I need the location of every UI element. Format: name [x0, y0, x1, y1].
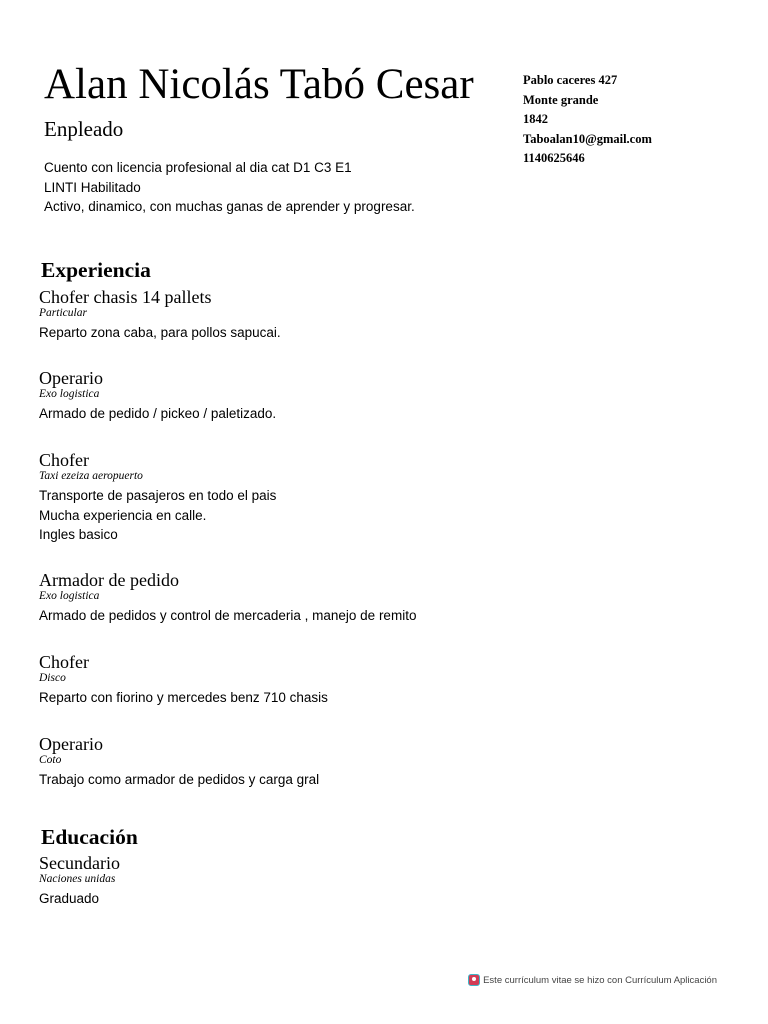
entry-organization: Coto	[39, 754, 62, 766]
job-role: Enpleado	[44, 117, 124, 141]
entry-organization: Taxi ezeiza aeropuerto	[39, 470, 143, 482]
entry-description-line: Ingles basico	[39, 527, 118, 542]
entry-organization: Particular	[39, 307, 87, 319]
experience-heading: Experiencia	[41, 258, 151, 282]
entry-description	[39, 486, 276, 545]
entry-title: Operario	[39, 368, 103, 388]
experience-entry	[39, 287, 281, 343]
experience-entry	[39, 652, 328, 708]
education-entry	[39, 853, 120, 909]
contact-postal-code: 1842	[523, 112, 548, 126]
experience-entry	[39, 734, 319, 790]
footer-text: Este currículum vitae se hizo con Currículum Aplicación	[483, 974, 717, 986]
entry-organization: Exo logistica	[39, 590, 100, 602]
entry-title: Operario	[39, 734, 103, 754]
entry-title: Armador de pedido	[39, 570, 179, 590]
entry-description-line: Reparto zona caba, para pollos sapucai.	[39, 325, 281, 340]
entry-description	[39, 323, 281, 343]
entry-title: Chofer chasis 14 pallets	[39, 287, 212, 307]
entry-description-line: Trabajo como armador de pedidos y carga gral	[39, 772, 320, 787]
app-logo-icon	[468, 974, 480, 986]
entry-description-line: Transporte de pasajeros en todo el pais	[39, 488, 277, 503]
summary-line: LINTI Habilitado	[44, 179, 141, 195]
experience-entry	[39, 450, 276, 545]
entry-description	[39, 688, 328, 708]
entry-description-line: Armado de pedido / pickeo / paletizado.	[39, 406, 277, 421]
entry-description-line: Reparto con fiorino y mercedes benz 710 chasis	[39, 690, 328, 705]
entry-description-line: Mucha experiencia en calle.	[39, 507, 207, 523]
entry-organization: Exo logistica	[39, 388, 100, 400]
footer-credit	[468, 974, 717, 986]
entry-description	[39, 606, 416, 626]
experience-entry	[39, 368, 276, 424]
entry-title: Chofer	[39, 450, 89, 470]
entry-description	[39, 770, 319, 790]
entry-description-line: Armado de pedidos y control de mercaderia , manejo de remito	[39, 608, 417, 623]
contact-info	[523, 71, 652, 169]
contact-phone: 1140625646	[523, 151, 585, 165]
entry-description	[39, 889, 120, 909]
education-heading: Educación	[41, 825, 138, 849]
entry-organization: Naciones unidas	[39, 873, 116, 885]
summary-line: Activo, dinamico, con muchas ganas de aprender y progresar.	[44, 199, 415, 214]
contact-address: Pablo caceres 427	[523, 73, 618, 87]
summary	[44, 158, 415, 217]
contact-city: Monte grande	[523, 92, 599, 107]
entry-description	[39, 404, 276, 424]
summary-line: Cuento con licencia profesional al dia cat D1 C3 E1	[44, 160, 352, 175]
experience-entry	[39, 570, 416, 626]
contact-email: Taboalan10@gmail.com	[523, 131, 652, 146]
entry-organization: Disco	[39, 672, 66, 684]
candidate-name: Alan Nicolás Tabó Cesar	[44, 61, 474, 108]
entry-title: Secundario	[39, 853, 120, 873]
entry-title: Chofer	[39, 652, 89, 672]
entry-description-line: Graduado	[39, 891, 100, 906]
